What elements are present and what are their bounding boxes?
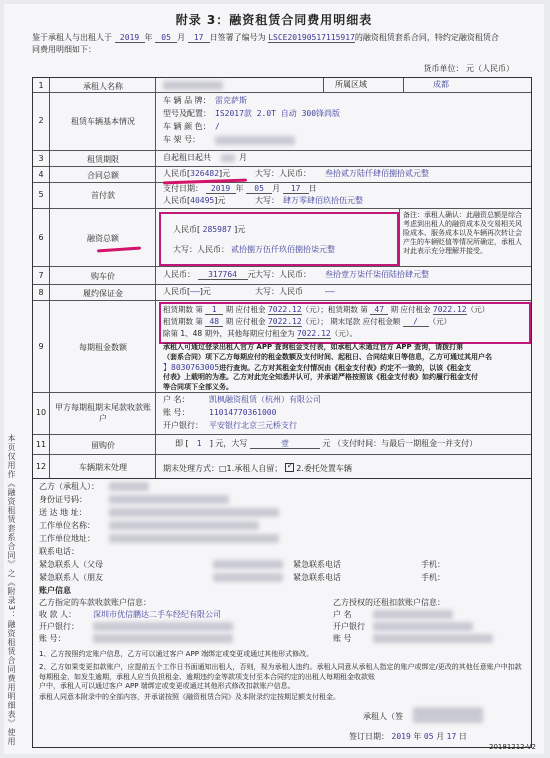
row-number: 2 bbox=[38, 116, 44, 125]
redacted-bank bbox=[93, 622, 233, 631]
yr-text: 年 bbox=[413, 732, 422, 741]
amount-value: —— bbox=[190, 287, 200, 296]
auth-name-label: 户 名 bbox=[333, 610, 352, 619]
emergency-contact-1: 紧急联系人（父母 bbox=[39, 560, 103, 569]
dd-text: 日 bbox=[458, 732, 467, 741]
user-id: 】8030763005 bbox=[163, 363, 220, 372]
sign-date-label: 签订日期： bbox=[349, 732, 389, 741]
redacted-contact bbox=[213, 573, 283, 582]
redacted-signature bbox=[413, 707, 483, 723]
emergency-contact-2: 紧急联系人（朋友 bbox=[39, 573, 103, 582]
lessee-name-label: 承租人名称 bbox=[83, 82, 123, 91]
bank-value: 平安银行北京三元桥支行 bbox=[209, 421, 297, 430]
auth-bank-label: 开户银行 bbox=[333, 622, 365, 631]
red-underline bbox=[97, 246, 141, 252]
contract-total-amount: 人民币[326482]元 bbox=[163, 169, 231, 178]
capital-label: 大写： bbox=[255, 196, 279, 205]
lease-term-label: 租赁期限 bbox=[87, 155, 119, 164]
authorized-account-heading: 乙方授权的还租扣款账户信息： bbox=[333, 598, 445, 607]
capital-value: 叁拾贰万陆仟肆佰捌拾贰元整 bbox=[325, 169, 429, 178]
row-number: 4 bbox=[38, 170, 44, 179]
redacted-name bbox=[109, 482, 149, 491]
rent-line-1 bbox=[163, 306, 489, 315]
redacted-vin bbox=[215, 136, 295, 145]
rent-text: 租赁期数 第 bbox=[163, 305, 203, 314]
dd-text: 日 bbox=[308, 184, 317, 193]
redacted-work-address bbox=[109, 534, 279, 543]
amount-value: 326482 bbox=[190, 169, 220, 178]
party-b-section bbox=[32, 477, 532, 748]
work-address-label: 工作单位地址： bbox=[39, 534, 95, 543]
rmb-text: 人民币[ bbox=[163, 287, 191, 296]
note-1: 1、乙方按照约定账户信息，乙方可以通过客户 APP 端绑定或变更或通过其他形式修改。 bbox=[39, 650, 314, 658]
capital-value: 叁拾壹万柒仟柒佰陆拾肆元整 bbox=[325, 270, 429, 279]
redacted-id bbox=[109, 495, 229, 504]
mobile-label: 手机： bbox=[421, 573, 445, 582]
period-number: 47 bbox=[370, 306, 388, 315]
sign-date bbox=[349, 733, 467, 741]
down-payment-label: 首付款 bbox=[91, 191, 115, 200]
rent-value: 7022.12 bbox=[267, 305, 302, 314]
row-number: 9 bbox=[38, 342, 44, 351]
unit-text: 元 bbox=[237, 225, 246, 234]
paid-month: 05 bbox=[246, 185, 272, 194]
work-unit-label: 工作单位名称： bbox=[39, 521, 95, 530]
note-4: 承租人同意本附录中的全部内容，并承诺按照《融资租赁合同》及本附录约定按期足额支付租金。 bbox=[39, 693, 340, 701]
signature-label: 承租人（签 bbox=[363, 712, 403, 721]
rent-text: 期 应付租金 bbox=[225, 305, 266, 314]
lease-term-text: 自起租日起共 bbox=[163, 153, 211, 162]
yr-text: 年 bbox=[235, 184, 244, 193]
financing-note: 备注：承租人确认：此融资总额是综合考虑到出租人的融资成本及交易相关风险成本、服务成本以及车辆再次转让会产生的车辆贬值等情况所确定，承租人对此表示充分理解并接受。 bbox=[403, 211, 522, 255]
account-name-label: 户 名： bbox=[163, 395, 190, 404]
color-value: / bbox=[215, 122, 220, 131]
rent-value: 7022.12 bbox=[432, 305, 467, 314]
rent-note-line bbox=[163, 364, 471, 372]
intro-month: 05 bbox=[155, 34, 177, 43]
address-label: 送 达 地 址： bbox=[39, 508, 87, 517]
rent-text: 租赁期数 第 bbox=[163, 317, 203, 326]
model-value: IS2017款 2.0T 自动 300锋尚版 bbox=[215, 109, 341, 118]
intro-year: 2019 bbox=[115, 34, 145, 43]
capital-label: 大写：人民币： bbox=[255, 270, 311, 279]
buyout-text: 即 [ bbox=[175, 439, 189, 448]
mobile-label: 手机： bbox=[421, 560, 445, 569]
brand-value: 雷克萨斯 bbox=[215, 96, 247, 105]
unit-text: 元 bbox=[247, 270, 256, 279]
sign-day: 17 bbox=[446, 732, 457, 741]
rent-text: （元）。 bbox=[330, 329, 357, 338]
checkbox-checked: ✓ bbox=[286, 461, 294, 470]
buyout-price-label: 留购价 bbox=[91, 441, 115, 450]
contact-label: 联系电话： bbox=[39, 547, 79, 556]
redacted-account bbox=[93, 634, 233, 643]
brand-label: 车 辆 品 牌： bbox=[163, 96, 211, 105]
payee-account-heading: 乙方指定的车款收款账户信息： bbox=[39, 598, 151, 607]
account-info-heading: 账户信息 bbox=[39, 586, 71, 595]
rent-line-3 bbox=[163, 330, 357, 339]
redacted-bank bbox=[373, 622, 473, 631]
rent-note-line: 付表》上载明的为准。乙方对此完全知悉并认可，并承诺严格按照该《租金支付表》如约履行租金支付 bbox=[163, 373, 478, 381]
note-2: 2、乙方如果变更扣款账户，应提前五个工作日书面通知出租人，否则，视为承租人违约。承租人同意从承租人指定的账户或绑定/更改的其他任意账户中扣款每期租金，如发生逾期，承租人应当负担租金、逾期违约金等款项支付至本合同约定的出租人每期租金收款账 bbox=[39, 663, 522, 681]
intro-yr: 年 bbox=[144, 33, 153, 42]
rent-per-period-label: 每期租金数额 bbox=[79, 343, 127, 352]
paid-year: 2019 bbox=[206, 185, 236, 194]
rent-text: 进行查询。乙方对其租金支付情况由《租金支付表》约定不一致的，以该《租金支 bbox=[219, 364, 472, 372]
end-handling-options bbox=[163, 462, 352, 473]
financing-total-label: 融资总额 bbox=[87, 234, 119, 243]
region-label: 所属区域 bbox=[335, 80, 367, 89]
intro-text: 鉴于承租人与出租人于 bbox=[32, 33, 112, 42]
rent-text: （元） bbox=[466, 305, 490, 314]
account-label: 甲方每期租期末尾款收款账户 bbox=[55, 403, 151, 423]
unit-text: ]元 bbox=[199, 287, 211, 296]
rent-text: 期 应付租金 bbox=[390, 305, 431, 314]
rent-value: 7022.12 bbox=[296, 329, 331, 338]
unit-text: 元 bbox=[222, 169, 231, 178]
redacted-name bbox=[373, 610, 453, 619]
period-number: 48 bbox=[205, 318, 223, 327]
rent-value: 7022.12 bbox=[267, 317, 302, 326]
payee-account-label: 账 号： bbox=[39, 634, 66, 643]
sign-year: 2019 bbox=[391, 732, 411, 741]
rent-note-line: 等合同项下全部义务。 bbox=[163, 383, 233, 391]
down-payment-amount: 人民币[40495]元 bbox=[163, 196, 226, 205]
redacted-contact bbox=[213, 560, 283, 569]
rent-text: （元）；租赁期数 第 bbox=[301, 305, 368, 314]
row-number: 12 bbox=[35, 462, 47, 471]
capital-value: 贰拾捌万伍仟玖佰捌拾柒元整 bbox=[231, 245, 335, 254]
auth-account-label: 账 号 bbox=[333, 634, 352, 643]
side-note: 本页仅用作《融资租赁套系合同》之《附录3：融资租赁合同费用明细表》使用 bbox=[7, 434, 16, 747]
vin-label: 车 架 号： bbox=[163, 135, 201, 144]
capital-label: 大写：人民币： bbox=[255, 169, 311, 178]
intro-text-c: 的融资租赁套系合同，特约定融资租赁合 bbox=[354, 33, 499, 42]
capital-label: 大写：人民币： bbox=[173, 245, 229, 254]
redacted-term bbox=[221, 154, 235, 162]
intro-text-b: 日签署了编号为 bbox=[209, 33, 266, 42]
capital-label: 大写：人民币 bbox=[255, 287, 303, 296]
rent-text: （元） bbox=[428, 317, 452, 326]
buyout-text: 元 （支付时间：与最后一期租金一并支付） bbox=[322, 439, 478, 448]
note-3: 户中，承租人可以通过客户 APP 端绑定或变更或通过其他形式修改扣款账户信息。 bbox=[39, 682, 295, 690]
row-number: 3 bbox=[38, 154, 44, 163]
intro-line1 bbox=[32, 34, 499, 43]
contract-number: LSCE20190517115917 bbox=[268, 33, 355, 42]
rmb-text: 人民币： bbox=[163, 270, 195, 279]
rmb-text: 人民币 bbox=[173, 225, 197, 234]
amount-value: 317764 bbox=[198, 271, 248, 280]
account-number-label: 账 号： bbox=[163, 408, 190, 417]
contract-total-label: 合同总额 bbox=[87, 171, 119, 180]
row-number: 5 bbox=[38, 190, 44, 199]
amount-value: 285987 bbox=[202, 225, 232, 234]
option-dispose: 2.委托处置车辆 bbox=[296, 464, 352, 473]
version-code: 20181212-V2 bbox=[489, 743, 536, 751]
end-handling-label: 车辆期末处理 bbox=[79, 463, 127, 472]
capital-value: 肆万零肆佰玖拾伍元整 bbox=[283, 196, 363, 205]
intro-mo: 月 bbox=[177, 33, 186, 42]
period-number: 1 bbox=[205, 306, 223, 315]
row-number: 6 bbox=[38, 233, 44, 242]
buyout-text: ] 元，大写 bbox=[209, 439, 248, 448]
rent-line-2 bbox=[163, 318, 451, 327]
page-title: 附录 3：融资租赁合同费用明细表 bbox=[175, 13, 373, 27]
lease-term-unit: 月 bbox=[239, 153, 247, 162]
purchase-price bbox=[163, 271, 256, 280]
rent-note-line: 承租人可通过登录出租人官方 APP 查询租金支付表，如承租人未通过官方 APP 查询，请拨打第 bbox=[163, 343, 464, 351]
purchase-price-label: 购车价 bbox=[91, 272, 115, 281]
bank-label: 开户银行： bbox=[163, 421, 203, 430]
rent-value: / bbox=[403, 318, 429, 327]
redacted-account bbox=[373, 634, 493, 643]
row-number: 8 bbox=[38, 288, 44, 297]
row-number: 7 bbox=[38, 271, 44, 280]
rmb-text: 人民币 bbox=[163, 196, 187, 205]
redacted-lessee-name bbox=[163, 81, 223, 90]
currency-unit: 货币单位： 元（人民币） bbox=[423, 64, 514, 73]
mo-text: 月 bbox=[436, 732, 445, 741]
fee-table bbox=[32, 77, 532, 479]
document-page bbox=[4, 4, 544, 754]
paid-day: 17 bbox=[283, 185, 309, 194]
row-number: 10 bbox=[35, 408, 47, 417]
option-keep: 期末处理方式：□1.承租人自留； bbox=[163, 464, 283, 473]
rent-text: （元）； 期末尾款 bbox=[301, 317, 361, 326]
rent-text: 期 应付租金 bbox=[225, 317, 266, 326]
amount-value: 40495 bbox=[190, 196, 215, 205]
vehicle-info-label: 租赁车辆基本情况 bbox=[71, 117, 135, 126]
region-value: 成都 bbox=[433, 80, 449, 89]
account-name-value: 凯枫融资租赁（杭州）有限公司 bbox=[209, 395, 321, 404]
payee-value: 深圳市优信鹏达二手车经纪有限公司 bbox=[93, 610, 221, 619]
payee-label: 收 款 人： bbox=[39, 610, 77, 619]
model-label: 型号及配置： bbox=[163, 109, 211, 118]
deposit-label: 履约保证金 bbox=[83, 289, 123, 298]
emergency-phone-label: 紧急联系电话 bbox=[293, 560, 341, 569]
payee-bank-label: 开户银行： bbox=[39, 622, 79, 631]
rent-text: 应付租金额 bbox=[362, 317, 401, 326]
buyout-amount: 1 bbox=[196, 439, 202, 448]
mo-text: 月 bbox=[272, 184, 281, 193]
row-number: 11 bbox=[35, 440, 47, 449]
sign-month: 05 bbox=[423, 732, 434, 741]
intro-line2: 同费用明细如下： bbox=[32, 45, 96, 54]
unit-text: 元 bbox=[217, 196, 226, 205]
deposit-amount bbox=[163, 288, 211, 296]
color-label: 车 辆 颜 色： bbox=[163, 122, 211, 131]
buyout-price bbox=[175, 440, 477, 449]
financing-amount: 人民币[ 285987 ]元 bbox=[173, 225, 246, 234]
intro-day: 17 bbox=[188, 34, 210, 43]
highlight-box bbox=[159, 212, 399, 266]
paid-label: 支付日期： bbox=[163, 184, 203, 193]
redacted-work-unit bbox=[109, 521, 259, 530]
rent-text: 除第 1、48 期外，其他每期应付租金为 bbox=[163, 329, 295, 338]
id-label: 身份证号码： bbox=[39, 495, 87, 504]
emergency-phone-label: 紧急联系电话 bbox=[293, 573, 341, 582]
redacted-address bbox=[109, 508, 279, 517]
row-number: 1 bbox=[38, 81, 44, 90]
down-payment-date bbox=[163, 185, 317, 194]
buyout-capital: 壹 bbox=[250, 440, 320, 449]
rmb-text: 人民币 bbox=[163, 169, 187, 178]
party-b-label: 乙方（承租人）： bbox=[39, 482, 99, 491]
rent-note-line: （套系合同）项下乙方每期应付的租金数额及支付时间、起租日、合同结束日等信息，乙方可通过其用户名 bbox=[163, 353, 492, 361]
capital-value: —— bbox=[325, 287, 335, 296]
account-number-value: 11014770361000 bbox=[209, 408, 277, 417]
